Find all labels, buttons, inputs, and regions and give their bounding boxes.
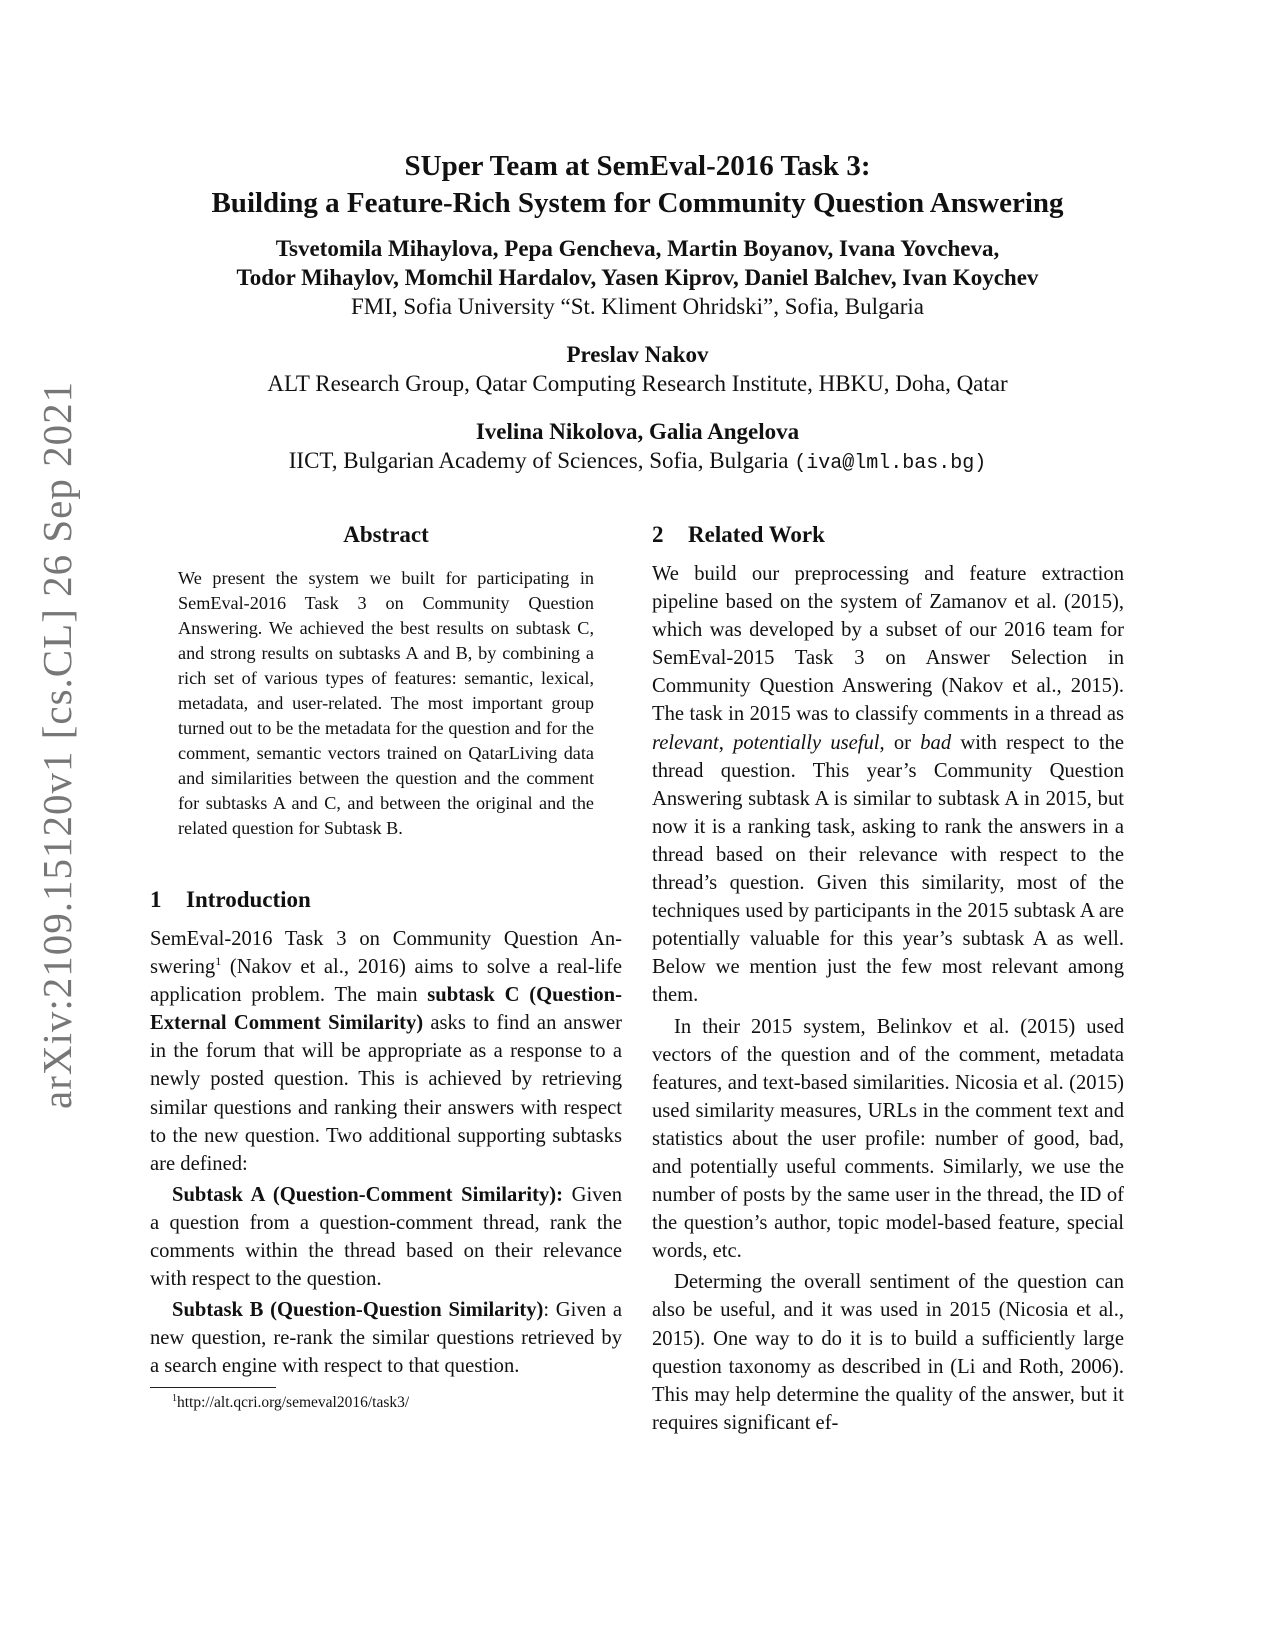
author-group-3 [150, 417, 1125, 478]
section-2-number: 2 [652, 522, 664, 547]
intro-p1-text-c: asks to find an answer in the forum that will be appropriate as a response to a newly posted question. This is achieved by retrieving similar questions and ranking their answers with respect to the new question. Two additional supporting subtasks are defined: [150, 1012, 622, 1175]
subtask-b-text: : Given a new question, re-rank the similar questions retrieved by a search engine with respect to that question. [150, 1299, 622, 1378]
footnote-mark: 1 [172, 1392, 177, 1404]
abstract-heading: Abstract [343, 522, 429, 547]
author-2: Preslav Nakov [566, 342, 709, 367]
authors-line-1: Tsvetomila Mihaylova, Pepa Gencheva, Martin Boyanov, Ivana Yovcheva, [275, 236, 1000, 261]
subtask-a-label: Subtask A (Question-Comment Similarity): [172, 1183, 563, 1206]
section-2-heading [652, 520, 1124, 550]
intro-paragraph-3 [150, 1296, 622, 1380]
related-p1-text-a: We build our preprocessing and feature extraction pipeline based on the system of Zamanov et al. (2015), which was developed by a subset of our 2016 team for SemEval-2015 Task 3 on Answer Selection in Community Question Answering (Nakov et al., 2015). The task in 2015 was to classify comments in a thread as [652, 563, 1124, 726]
footnote-rule [150, 1387, 276, 1388]
left-column [150, 520, 622, 1414]
arxiv-identifier: arXiv:2109.15120v1 [cs.CL] 26 Sep 2021 [34, 380, 80, 1110]
subtask-b-label: Subtask B (Question-Question Similarity) [172, 1299, 544, 1322]
author-3: Ivelina Nikolova, Galia Angelova [475, 419, 800, 444]
author-group-2 [150, 340, 1125, 398]
related-p1-em-relevant: relevant [652, 731, 719, 754]
affiliation-3-text: IICT, Bulgarian Academy of Sciences, Sofia, Bulgaria [288, 448, 789, 473]
title-block [150, 148, 1125, 478]
footnote-marker: 1 [215, 954, 222, 969]
paper-title-line-2: Building a Feature-Rich System for Community Question Answering [211, 187, 1064, 219]
section-1-heading [150, 885, 622, 915]
intro-p1-subtask-c: subtask C (Question-External Comment Similarity) [150, 984, 622, 1035]
related-paragraph-2: In their 2015 system, Belinkov et al. (2015) used vectors of the question and of the comment, metadata features, and text-based similarities. Nicosia et al. (2015) used similarity measures, URLs in the comment text and statistics about the user profile: number of good, bad, and potentially useful comments. Similarly, we use the number of posts by the same user in the thread, the ID of the question’s author, topic model-based feature, special words, etc. [652, 1015, 1124, 1263]
related-p1-text-b: , [718, 731, 734, 754]
section-2-title: Related Work [688, 522, 825, 547]
intro-p1-text-a: SemEval-2016 Task 3 on Community Question Answering [150, 928, 622, 979]
contact-email: (iva@lml.bas.bg) [794, 452, 987, 475]
affiliation-2: ALT Research Group, Qatar Computing Research Institute, HBKU, Doha, Qatar [267, 371, 1008, 396]
right-column [652, 520, 1124, 1437]
footnote-url: http://alt.qcri.org/semeval2016/task3/ [177, 1393, 410, 1411]
paper-title-line-1: SUper Team at SemEval-2016 Task 3: [404, 150, 871, 182]
intro-paragraph-1 [150, 925, 622, 1178]
related-paragraph-3: Determing the overall sentiment of the question can also be useful, and it was used in 2015 (Nicosia et al., 2015). One way to do it is to build a sufficiently large question taxonomy as described in (Li and Roth, 2006). This may help determine the quality of the answer, but it requires significant ef- [652, 1271, 1124, 1434]
related-p1-text-d: with respect to the thread question. This year’s Community Question Answering subtask A is similar to subtask A in 2015, but now it is a ranking task, asking to rank the answers in a thread based on their relevance with respect to the thread’s question. Given this similarity, most of the techniques used by participants in the 2015 subtask A are potentially valuable for this year’s subtask A as well. Below we mention just the few most relevant among them. [652, 731, 1125, 1007]
subtask-a-text: Given a question from a question-comment thread, rank the comments within the thread based on their relevance with respect to the question. [150, 1183, 622, 1291]
section-1-number: 1 [150, 887, 162, 912]
footnote [150, 1392, 622, 1414]
intro-paragraph-2 [150, 1181, 622, 1293]
section-1-title: Introduction [186, 887, 311, 912]
related-paragraph-1 [652, 560, 1124, 1010]
related-p1-em-potentially-useful: potentially useful [733, 731, 880, 754]
related-p1-text-c: , or [879, 731, 921, 754]
affiliation-3 [150, 446, 1125, 478]
authors-line-2: Todor Mihaylov, Momchil Hardalov, Yasen Kiprov, Daniel Balchev, Ivan Koychev [236, 265, 1039, 290]
authors-block [150, 234, 1125, 321]
intro-p1-text-b: (Nakov et al., 2016) aims to solve a real-life application problem. The main [150, 956, 622, 1007]
related-p1-em-bad: bad [920, 731, 952, 754]
abstract-text: We present the system we built for participating in SemEval-2016 Task 3 on Community Question Answering. We achieved the best results on subtask C, and strong results on subtasks A and B, by combining a rich set of various types of features: semantic, lexical, metadata, and user-related. The most important group turned out to be the metadata for the question and for the comment, semantic vectors trained on QatarLiving data and similarities between the question and the comment for subtasks A and C, and between the original and the related question for Subtask B. [178, 568, 594, 838]
affiliation-1: FMI, Sofia University “St. Kliment Ohridski”, Sofia, Bulgaria [350, 294, 925, 319]
